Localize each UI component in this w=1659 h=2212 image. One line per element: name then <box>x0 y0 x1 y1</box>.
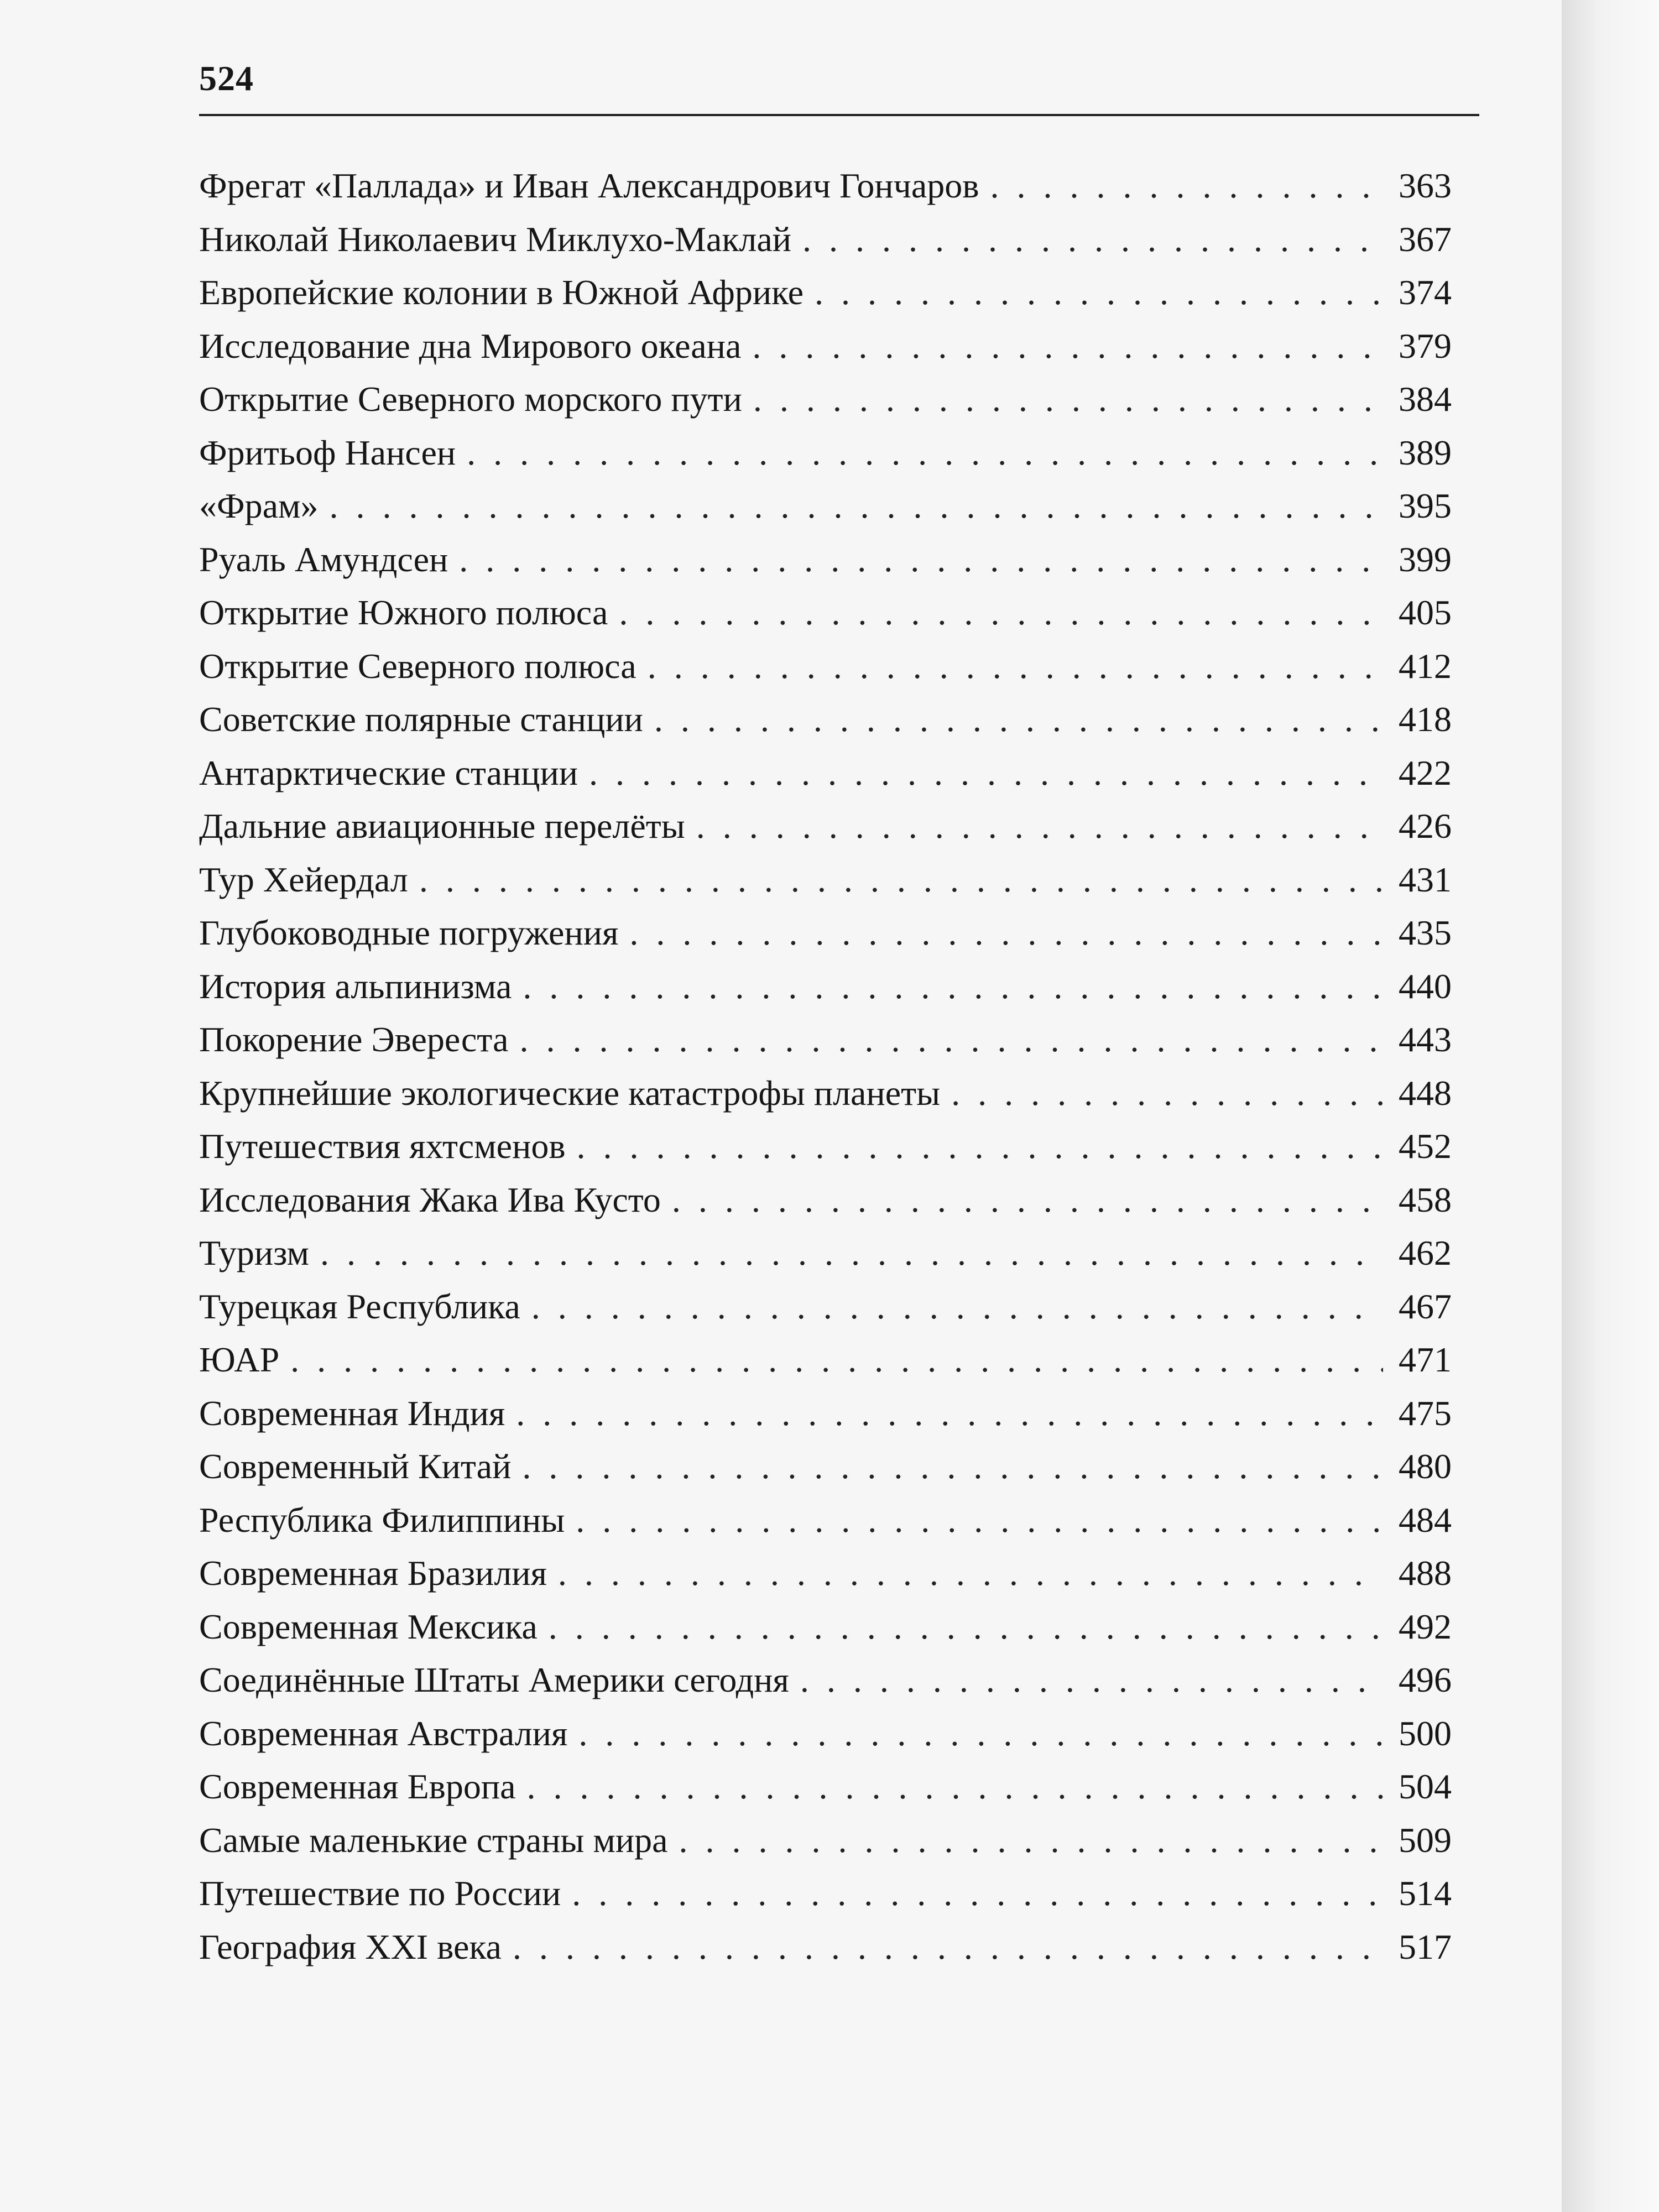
toc-entry-page: 452 <box>1399 1126 1452 1166</box>
toc-entry <box>199 1707 1452 1761</box>
toc-leader-dots <box>800 1653 1383 1707</box>
toc-entry <box>199 1333 1452 1387</box>
toc-entry-title: Современная Бразилия <box>199 1553 547 1593</box>
toc-leader-dots <box>696 800 1383 853</box>
toc-entry-title: Тур Хейердал <box>199 859 408 899</box>
toc-entry <box>199 906 1452 960</box>
toc-entry-title: Открытие Южного полюса <box>199 593 608 632</box>
toc-leader-dots <box>802 213 1383 267</box>
toc-entry-page: 405 <box>1399 593 1452 632</box>
toc-entry-page: 488 <box>1399 1553 1452 1593</box>
toc-entry-page: 389 <box>1399 432 1452 472</box>
toc-entry-page: 367 <box>1399 219 1452 259</box>
toc-leader-dots <box>290 1333 1383 1387</box>
toc-entry <box>199 1387 1452 1441</box>
toc-leader-dots <box>513 1921 1383 1974</box>
toc-entry <box>199 426 1452 480</box>
toc-leader-dots <box>672 1173 1383 1227</box>
toc-entry-title: Глубоководные погружения <box>199 913 619 952</box>
toc-entry <box>199 320 1452 373</box>
toc-entry-page: 496 <box>1399 1660 1452 1699</box>
toc-leader-dots <box>572 1867 1383 1921</box>
toc-entry <box>199 800 1452 853</box>
toc-entry-title: Турецкая Республика <box>199 1286 520 1326</box>
toc-entry-page: 374 <box>1399 273 1452 312</box>
toc-entry-title: Фрегат «Паллада» и Иван Александрович Гончаров <box>199 166 979 205</box>
toc-entry-title: Соединённые Штаты Америки сегодня <box>199 1660 789 1699</box>
toc-entry-title: Современный Китай <box>199 1447 512 1486</box>
toc-entry <box>199 1440 1452 1494</box>
toc-entry-page: 480 <box>1399 1447 1452 1486</box>
toc-entry <box>199 159 1452 213</box>
toc-entry-page: 440 <box>1399 966 1452 1006</box>
toc-entry-title: Республика Филиппины <box>199 1500 565 1540</box>
toc-entry-title: Открытие Северного морского пути <box>199 379 742 419</box>
toc-entry <box>199 1760 1452 1814</box>
toc-entry-title: Покорение Эвереста <box>199 1020 509 1059</box>
toc-leader-dots <box>459 533 1383 587</box>
toc-leader-dots <box>419 853 1383 907</box>
page-number: 524 <box>199 59 254 98</box>
toc-leader-dots <box>527 1760 1383 1814</box>
toc-leader-dots <box>815 266 1383 320</box>
toc-leader-dots <box>558 1547 1383 1600</box>
toc-leader-dots <box>522 1440 1383 1494</box>
toc-entry-title: Фритьоф Нансен <box>199 432 456 472</box>
toc-leader-dots <box>990 159 1383 213</box>
toc-entry <box>199 266 1452 320</box>
toc-entry <box>199 1600 1452 1654</box>
toc-entry <box>199 373 1452 426</box>
toc-leader-dots <box>329 479 1383 533</box>
toc-entry-title: Самые маленькие страны мира <box>199 1820 668 1860</box>
toc-leader-dots <box>951 1067 1383 1120</box>
toc-leader-dots <box>519 1013 1383 1067</box>
toc-entry <box>199 1921 1452 1974</box>
table-of-contents <box>199 159 1452 1974</box>
toc-entry-title: История альпинизма <box>199 966 512 1006</box>
toc-entry-title: Руаль Амундсен <box>199 539 448 579</box>
toc-entry-title: Антарктические станции <box>199 753 578 792</box>
toc-leader-dots <box>753 373 1383 426</box>
toc-entry-page: 517 <box>1399 1927 1452 1966</box>
toc-entry <box>199 1280 1452 1334</box>
toc-entry-title: География XXI века <box>199 1927 502 1966</box>
toc-entry <box>199 1173 1452 1227</box>
toc-entry-title: Современная Австралия <box>199 1713 568 1753</box>
toc-entry-page: 471 <box>1399 1340 1452 1379</box>
toc-entry-title: Николай Николаевич Миклухо-Маклай <box>199 219 791 259</box>
toc-entry-page: 384 <box>1399 379 1452 419</box>
toc-leader-dots <box>576 1494 1383 1547</box>
toc-entry-page: 363 <box>1399 166 1452 205</box>
toc-entry-page: 467 <box>1399 1286 1452 1326</box>
header-rule <box>199 114 1479 116</box>
toc-leader-dots <box>648 640 1383 693</box>
toc-entry-page: 500 <box>1399 1713 1452 1753</box>
toc-entry-title: Путешествие по России <box>199 1874 561 1913</box>
toc-entry <box>199 640 1452 693</box>
toc-entry <box>199 693 1452 747</box>
toc-entry-page: 448 <box>1399 1073 1452 1113</box>
toc-leader-dots <box>523 960 1383 1014</box>
toc-entry-page: 379 <box>1399 326 1452 366</box>
toc-entry-page: 435 <box>1399 913 1452 952</box>
toc-leader-dots <box>320 1227 1383 1280</box>
toc-entry-title: Современная Индия <box>199 1393 505 1433</box>
toc-leader-dots <box>752 320 1383 373</box>
toc-entry <box>199 747 1452 800</box>
toc-entry <box>199 213 1452 267</box>
toc-entry-title: Современная Мексика <box>199 1606 538 1646</box>
toc-entry <box>199 853 1452 907</box>
toc-entry <box>199 1867 1452 1921</box>
toc-entry <box>199 533 1452 587</box>
toc-entry-page: 395 <box>1399 486 1452 525</box>
toc-leader-dots <box>467 426 1383 480</box>
toc-leader-dots <box>589 747 1383 800</box>
toc-leader-dots <box>619 586 1383 640</box>
toc-entry <box>199 479 1452 533</box>
toc-entry-page: 475 <box>1399 1393 1452 1433</box>
toc-entry-title: Открытие Северного полюса <box>199 646 637 686</box>
toc-entry <box>199 1227 1452 1280</box>
toc-entry-title: Европейские колонии в Южной Африке <box>199 273 804 312</box>
toc-leader-dots <box>578 1707 1383 1761</box>
toc-entry-title: Туризм <box>199 1233 310 1272</box>
toc-entry-page: 426 <box>1399 806 1452 846</box>
toc-entry-page: 462 <box>1399 1233 1452 1272</box>
toc-entry <box>199 1814 1452 1867</box>
toc-entry-title: «Фрам» <box>199 486 319 525</box>
toc-entry <box>199 1653 1452 1707</box>
toc-leader-dots <box>549 1600 1383 1654</box>
toc-entry-title: Современная Европа <box>199 1767 516 1806</box>
toc-entry <box>199 586 1452 640</box>
toc-entry-title: ЮАР <box>199 1340 280 1379</box>
toc-leader-dots <box>531 1280 1383 1334</box>
toc-entry <box>199 1120 1452 1173</box>
page-edge-shadow <box>1562 0 1659 2212</box>
toc-entry-title: Исследование дна Мирового океана <box>199 326 742 366</box>
toc-leader-dots <box>516 1387 1383 1441</box>
toc-entry-title: Исследования Жака Ива Кусто <box>199 1180 661 1219</box>
toc-entry-title: Дальние авиационные перелёты <box>199 806 685 846</box>
toc-entry-page: 514 <box>1399 1874 1452 1913</box>
toc-leader-dots <box>654 693 1383 747</box>
toc-entry <box>199 1494 1452 1547</box>
toc-entry <box>199 1013 1452 1067</box>
toc-entry-page: 504 <box>1399 1767 1452 1806</box>
toc-entry <box>199 1547 1452 1600</box>
toc-entry-title: Советские полярные станции <box>199 700 643 739</box>
toc-entry-page: 422 <box>1399 753 1452 792</box>
toc-leader-dots <box>679 1814 1383 1867</box>
toc-entry-page: 418 <box>1399 700 1452 739</box>
toc-leader-dots <box>629 906 1383 960</box>
toc-entry <box>199 960 1452 1014</box>
toc-entry <box>199 1067 1452 1120</box>
toc-entry-page: 458 <box>1399 1180 1452 1219</box>
toc-entry-page: 443 <box>1399 1020 1452 1059</box>
toc-entry-page: 509 <box>1399 1820 1452 1860</box>
toc-entry-page: 399 <box>1399 539 1452 579</box>
toc-entry-page: 431 <box>1399 859 1452 899</box>
toc-entry-page: 484 <box>1399 1500 1452 1540</box>
toc-entry-title: Путешествия яхтсменов <box>199 1126 566 1166</box>
toc-entry-page: 412 <box>1399 646 1452 686</box>
toc-entry-page: 492 <box>1399 1606 1452 1646</box>
toc-leader-dots <box>577 1120 1383 1173</box>
toc-entry-title: Крупнейшие экологические катастрофы планеты <box>199 1073 941 1113</box>
